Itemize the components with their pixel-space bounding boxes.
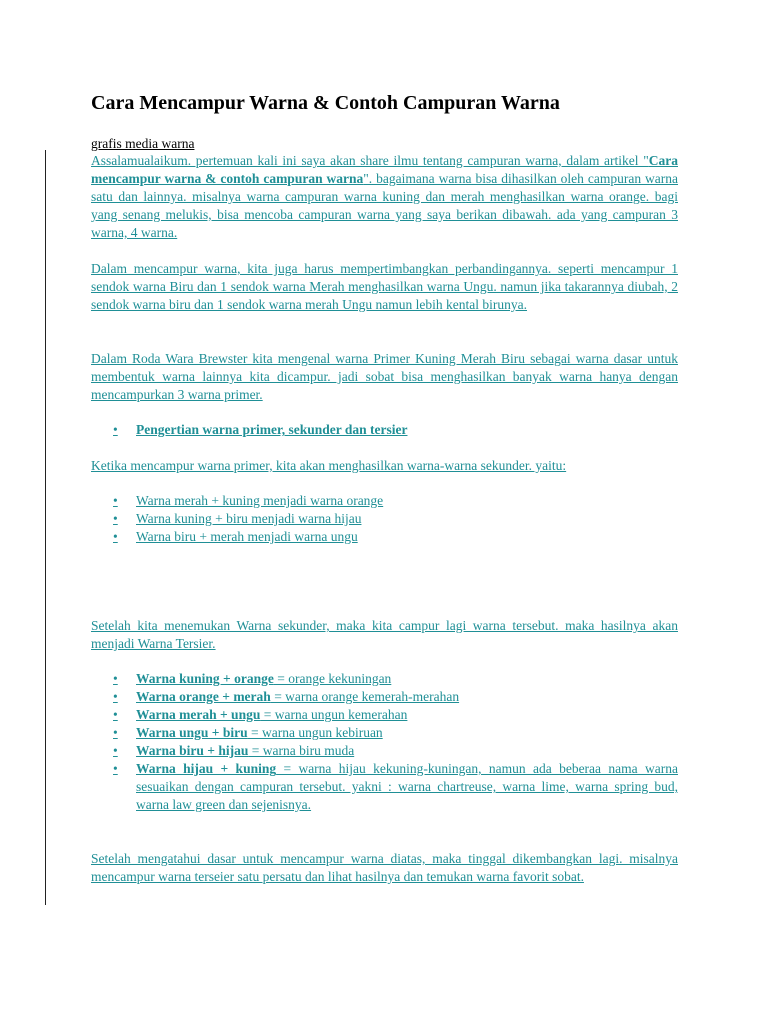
list-item: • Warna kuning + biru menjadi warna hijau (113, 511, 362, 526)
heading-item-text: Pengertian warna primer, sekunder dan tersier (136, 422, 408, 437)
paragraph-tertiary-intro (91, 617, 678, 653)
paragraph-secondary-intro (91, 457, 678, 475)
intro-bold: Cara mencampur warna & contoh campuran warna (91, 153, 678, 186)
list-item: • Pengertian warna primer, sekunder dan tersier (113, 422, 408, 437)
secondary-list (91, 492, 678, 546)
paragraph-intro (91, 152, 678, 242)
list-item: • Warna ungu + biru = warna ungun kebiruan (113, 725, 383, 740)
list-item: • Warna orange + merah = warna orange kemerah-merahan (113, 689, 460, 704)
closing-text: Setelah mengatahui dasar untuk mencampur warna diatas, maka tinggal dikembangkan lagi. misalnya mencampur warna terseier satu persatu dan lihat hasilnya dan temukan warna favorit sobat. (91, 851, 678, 884)
ratio-text: Dalam mencampur warna, kita juga harus mempertimbangkan perbandingannya. seperti mencampur 1 sendok warna Biru dan 1 sendok warna Merah menghasilkan warna Ungu. namun jika takarannya diubah, 2 sendok warna biru dan 1 sendok warna merah Ungu namun lebih kental birunya. (91, 261, 678, 312)
secondary-intro-text: Ketika mencampur warna primer, kita akan menghasilkan warna-warna sekunder. yaitu: (91, 458, 567, 473)
list-item: • Warna merah + ungu = warna ungun kemerahan (113, 707, 408, 722)
brewster-text: Dalam Roda Wara Brewster kita mengenal warna Primer Kuning Merah Biru sebagai warna dasar untuk membentuk warna lainnya kita dicampur. jadi sobat bisa menghasilkan banyak warna hanya dengan mencampurkan 3 warna primer. (91, 351, 678, 402)
source-link[interactable]: grafis media warna (91, 136, 195, 151)
tertiary-intro-text: Setelah kita menemukan Warna sekunder, maka kita campur lagi warna tersebut. maka hasilnya akan menjadi Warna Tersier. (91, 618, 678, 651)
tertiary-list (91, 670, 678, 814)
list-item: • Warna hijau + kuning = warna hijau kekuning-kuningan, namun ada beberaa nama warna sesuaikan dengan campuran tersebut. yakni : warna chartreuse, warna lime, warna spring bud, warna law green dan sejenisnya. (113, 761, 678, 812)
list-item: • Warna merah + kuning menjadi warna orange (113, 493, 384, 508)
paragraph-ratio (91, 260, 678, 314)
list-item: • Warna biru + merah menjadi warna ungu (113, 529, 358, 544)
list-item: • Warna kuning + orange = orange kekuningan (113, 671, 392, 686)
document-title: Cara Mencampur Warna & Contoh Campuran Warna (91, 92, 560, 114)
heading-list (91, 421, 678, 439)
intro-post: ". bagaimana warna bisa dihasilkan oleh campuran warna satu dan lainnya. misalnya warna campuran warna kuning dan merah menghasilkan warna orange. bagi yang senang melukis, bisa mencoba campuran warna yang saya berikan dibawah. ada yang campuran 3 warna, 4 warna. (91, 171, 679, 240)
paragraph-closing (91, 850, 678, 886)
paragraph-brewster (91, 350, 678, 404)
margin-change-bar (45, 150, 46, 905)
list-item: • Warna biru + hijau = warna biru muda (113, 743, 355, 758)
intro-pre: Assalamualaikum. pertemuan kali ini saya akan share ilmu tentang campuran warna, dalam artikel " (91, 153, 649, 168)
